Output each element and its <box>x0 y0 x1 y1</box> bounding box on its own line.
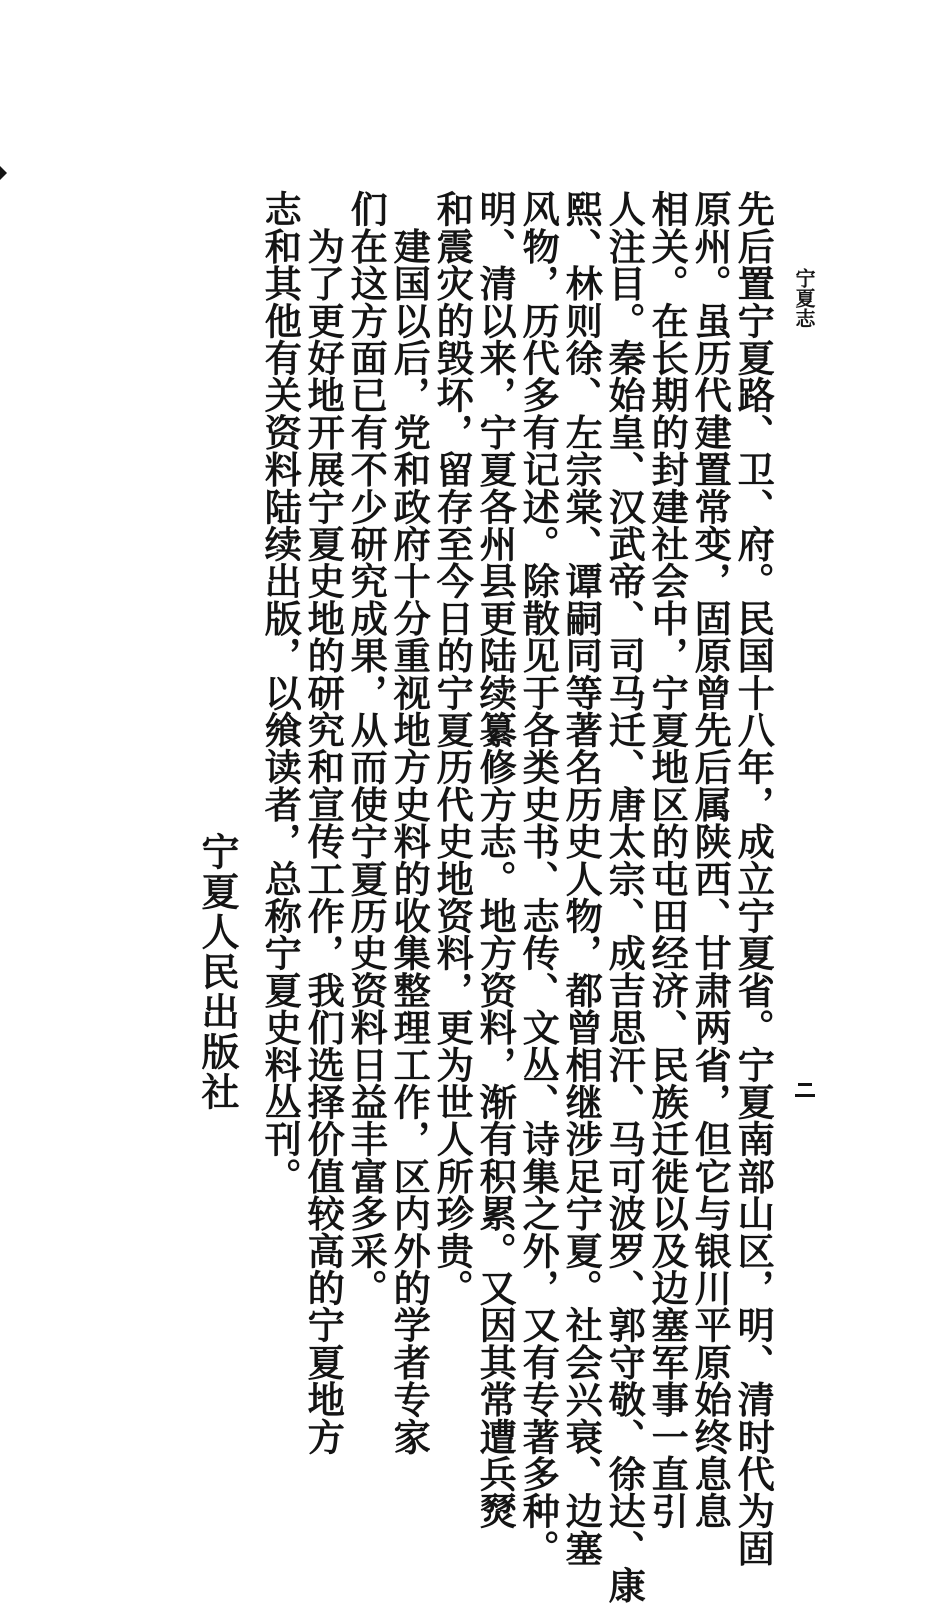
page-number-stroke-bottom <box>795 1094 815 1097</box>
body-column-7: 明、清以来，宁夏各州县更陆续纂修方志。地方资料，渐有积累。又因其常遭兵燹 <box>473 190 518 1530</box>
body-column-3: 相关。在长期的封建社会中，宁夏地区的屯田经济、民族迁徙以及边塞军事一直引 <box>645 190 690 1530</box>
page-edge-mark <box>0 166 7 180</box>
body-column-1: 先后置宁夏路、卫、府。民国十八年，成立宁夏省。宁夏南部山区，明、清时代为固 <box>731 190 776 1567</box>
body-column-11: 为了更好地开展宁夏史地的研究和宣传工作，我们选择价值较高的宁夏地方 <box>301 190 346 1455</box>
body-column-9: 建国以后，党和政府十分重视地方史料的收集整理工作，区内外的学者专家 <box>387 190 432 1455</box>
running-title: 宁夏志 <box>792 268 816 328</box>
publisher-name: 宁夏人民出版社 <box>195 832 239 1112</box>
body-column-10: 们在这方面已有不少研究成果，从而使宁夏历史资料日益丰富多采。 <box>344 190 389 1306</box>
page-number-text <box>795 1082 796 1083</box>
page-number-stroke-top <box>798 1083 812 1086</box>
body-column-5: 熙、林则徐、左宗棠、谭嗣同等著名历史人物，都曾相继涉足宁夏。社会兴衰、边塞 <box>559 190 604 1567</box>
body-column-2: 原州。虽历代建置常变，固原曾先后属陕西、甘肃两省，但它与银川平原始终息息 <box>688 190 733 1530</box>
page-number <box>795 1082 815 1100</box>
body-column-4: 人注目。秦始皇、汉武帝、司马迁、唐太宗、成吉思汗、马可波罗、郭守敬、徐达、康 <box>602 190 647 1604</box>
body-column-8: 和震灾的毁坏，留存至今日的宁夏历代史地资料，更为世人所珍贵。 <box>430 190 475 1306</box>
body-column-6: 风物，历代多有记述。除散见于各类史书、志传、文丛、诗集之外，又有专著多种。 <box>516 190 561 1567</box>
body-column-12: 志和其他有关资料陆续出版，以飨读者，总称宁夏史料丛刊。 <box>258 190 303 1195</box>
